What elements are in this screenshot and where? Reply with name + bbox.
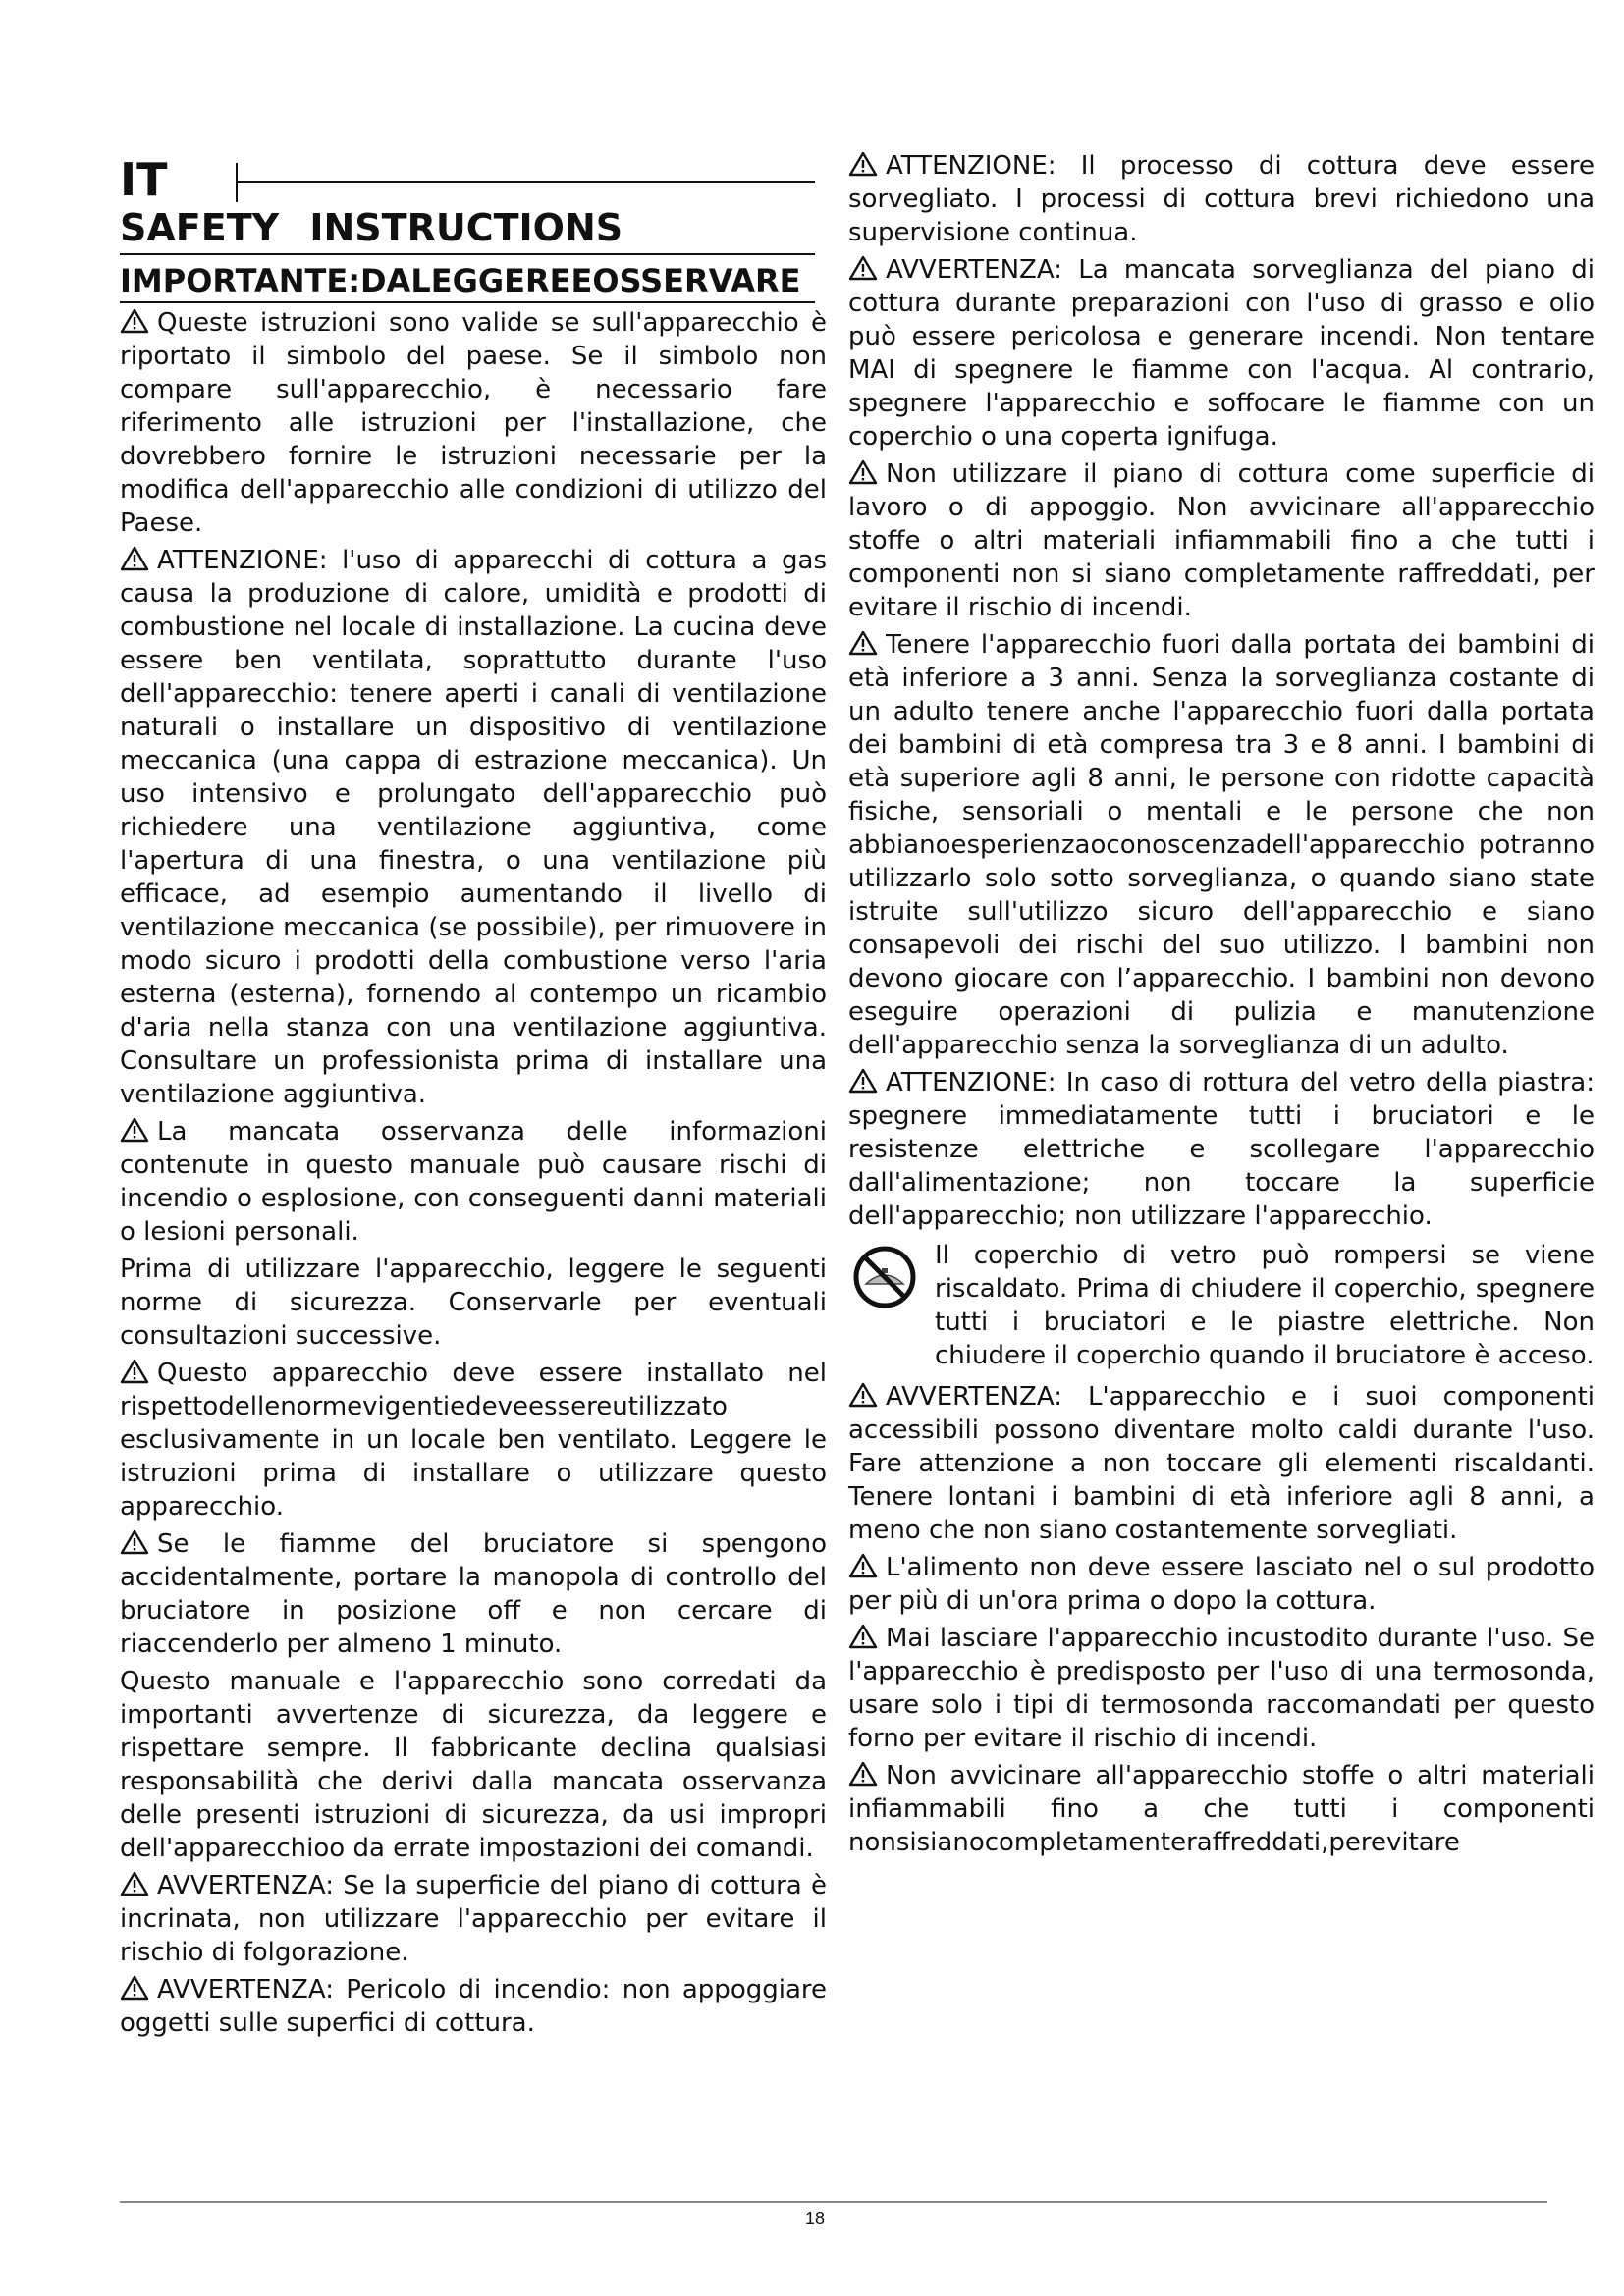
paragraph-fire-risk: La mancata osservanza delle informazioni contenute in questo manuale può causare rischi di incendio o esplosione, con conseguenti danni materiali o lesioni personali. xyxy=(120,1117,827,1247)
warning-triangle-icon xyxy=(848,151,878,177)
paragraph-work-surface: Non utilizzare il piano di cottura come superficie di lavoro o di appoggio. Non avvicinare all'apparecchio stoffe o altri materiali infiammabili fino a che tutti i componenti non si siano completamente raffreddati, per evitare il rischio di incendi. xyxy=(848,459,1595,622)
warning-triangle-icon xyxy=(120,1529,149,1555)
warning-triangle-icon xyxy=(848,1382,878,1408)
glass-lid-prohibition-icon xyxy=(852,1245,917,1309)
right-column xyxy=(848,149,1595,1863)
warning-triangle-icon xyxy=(848,459,878,485)
paragraph-country-symbol: Queste istruzioni sono valide se sull'apparecchio è riportato il simbolo del paese. Se il simbolo non compare sull'apparecchio, è necessario fare riferimento alle istruzioni per l'installazione, che dovrebbero fornire le istruzioni necessarie per la modifica dell'apparecchio alle condizioni di utilizzo del Paese. xyxy=(120,308,827,538)
warning-triangle-icon xyxy=(848,255,878,281)
paragraph-read-rules: Prima di utilizzare l'apparecchio, leggere le seguenti norme di sicurezza. Conservarle per eventuali consultazioni successive. xyxy=(120,1255,827,1351)
paragraph-cracked-surface: AVVERTENZA: Se la superficie del piano di cottura è incrinata, non utilizzare l'apparecchio per evitare il rischio di folgorazione. xyxy=(120,1871,827,1967)
header-rule-tick xyxy=(236,163,238,202)
paragraph-fire-hazard: AVVERTENZA: Pericolo di incendio: non appoggiare oggetti sulle superfici di cottura. xyxy=(120,1975,827,2038)
header-rule-bottom xyxy=(120,301,815,303)
section-subtitle: IMPORTANTE:DALEGGEREEOSSERVARE xyxy=(120,262,801,299)
warning-triangle-icon xyxy=(848,1761,878,1787)
paragraph-gas-ventilation: ATTENZIONE: l'uso di apparecchi di cottura a gas causa la produzione di calore, umidità e prodotti di combustione nel locale di installazione. La cucina deve essere ben ventilata, soprattutto durante l'uso dell'apparecchio: tenere aperti i canali di ventilazione naturali o installare un dispositivo di ventilazione meccanica (una cappa di estrazione meccanica). Un uso intensivo e prolungato dell'apparecchio può richiedere una ventilazione aggiuntiva, come l'apertura di una finestra, o una ventilazione più efficace, ad esempio aumentando il livello di ventilazione meccanica (se possibile), per rimuovere in modo sicuro i prodotti della combustione verso l'aria esterna (esterna), fornendo al contempo un ricambio d'aria nella stanza con una ventilazione aggiuntiva. Consultare un professionista prima di installare una ventilazione aggiuntiva. xyxy=(120,546,827,1109)
warning-triangle-icon xyxy=(120,1871,149,1896)
paragraph-burner-flame: Se le fiamme del bruciatore si spengono accidentalmente, portare la manopola di controllo del bruciatore in posizione off e non cercare di riaccenderlo per almeno 1 minuto. xyxy=(120,1529,827,1659)
warning-triangle-icon xyxy=(848,1624,878,1649)
paragraph-manufacturer-liability: Questo manuale e l'apparecchio sono corredati da importanti avvertenze di sicurezza, da leggere e rispettare sempre. Il fabbricante declina qualsiasi responsabilità che derivi dalla mancata osservanza delle presenti istruzioni di sicurezza, da usi impropri dell'apparecchioo da errate impostazioni dei comandi. xyxy=(120,1667,827,1863)
paragraph-children: Tenere l'apparecchio fuori dalla portata dei bambini di età inferiore a 3 anni. Senza la sorveglianza costante di un adulto tenere anche l'apparecchio fuori dalla portata dei bambini di età compresa tra 3 e 8 anni. I bambini di età superiore agli 8 anni, le persone con ridotte capacità fisiche, sensoriali o mentali e le persone che non abbianoesperienzaoconoscenzadell'apparecchio potranno utilizzarlo solo sotto sorveglianza, o quando siano state istruite sull'utilizzo sicuro dell'apparecchio e siano consapevoli dei rischi del suo utilizzo. I bambini non devono giocare con l’apparecchio. I bambini non devono eseguire operazioni di pulizia e manutenzione dell'apparecchio senza la sorveglianza di un adulto. xyxy=(848,630,1595,1060)
warning-triangle-icon xyxy=(120,546,149,571)
paragraph-glass-lid: Il coperchio di vetro può rompersi se viene riscaldato. Prima di chiudere il coperchio, spegnere tutti i bruciatori e le piastre elettriche. Non chiudere il coperchio quando il bruciatore è acceso. xyxy=(935,1241,1595,1370)
paragraph-hot-parts: AVVERTENZA: L'apparecchio e i suoi componenti accessibili possono diventare molto caldi durante l'uso. Fare attenzione a non toccare gli elementi riscaldanti. Tenere lontani i bambini di età inferiore agli 8 anni, a meno che non siano costantemente sorvegliati. xyxy=(848,1382,1595,1545)
left-column xyxy=(120,306,827,2044)
warning-triangle-icon xyxy=(120,1975,149,2001)
footer-rule xyxy=(120,2201,1547,2203)
language-code: IT xyxy=(120,153,168,206)
header-rule-top xyxy=(236,181,815,183)
paragraph-installation: Questo apparecchio deve essere installato nel rispettodellenormevigentiedeveessereutilizzato esclusivamente in un locale ben ventilato. Leggere le istruzioni prima di installare o utilizzare questo apparecchio. xyxy=(120,1359,827,1522)
paragraph-grease-fire: AVVERTENZA: La mancata sorveglianza del piano di cottura durante preparazioni con l'uso di grasso e olio può essere pericolosa e generare incendi. Non tentare MAI di spegnere le fiamme con l'acqua. Al contrario, spegnere l'apparecchio e soffocare le fiamme con un coperchio o una coperta ignifuga. xyxy=(848,255,1595,452)
warning-triangle-icon xyxy=(120,1359,149,1384)
section-title: SAFETY INSTRUCTIONS xyxy=(120,206,623,249)
page-number: 18 xyxy=(804,2209,826,2228)
warning-triangle-icon xyxy=(848,1553,878,1578)
header-rule-middle xyxy=(120,253,815,255)
glass-lid-block xyxy=(848,1239,1595,1372)
warning-triangle-icon xyxy=(120,308,149,334)
warning-triangle-icon xyxy=(848,1068,878,1094)
paragraph-food-time: L'alimento non deve essere lasciato nel o sul prodotto per più di un'ora prima o dopo la cottura. xyxy=(848,1553,1595,1616)
paragraph-unattended: Mai lasciare l'apparecchio incustodito durante l'uso. Se l'apparecchio è predisposto per l'uso di una termosonda, usare solo i tipi di termosonda raccomandati per questo forno per evitare il rischio di incendi. xyxy=(848,1624,1595,1753)
paragraph-supervise-cooking: ATTENZIONE: Il processo di cottura deve essere sorvegliato. I processi di cottura brevi richiedono una supervisione continua. xyxy=(848,151,1595,247)
paragraph-broken-glass: ATTENZIONE: In caso di rottura del vetro della piastra: spegnere immediatamente tutti i bruciatori e le resistenze elettriche e scollegare l'apparecchio dall'alimentazione; non toccare la superficie dell'apparecchio; non utilizzare l'apparecchio. xyxy=(848,1068,1595,1231)
warning-triangle-icon xyxy=(848,630,878,656)
warning-triangle-icon xyxy=(120,1117,149,1143)
paragraph-flammable-materials: Non avvicinare all'apparecchio stoffe o altri materiali infiammabili fino a che tutti i componenti nonsisianocompletamenteraffreddati,perevitare xyxy=(848,1761,1595,1857)
